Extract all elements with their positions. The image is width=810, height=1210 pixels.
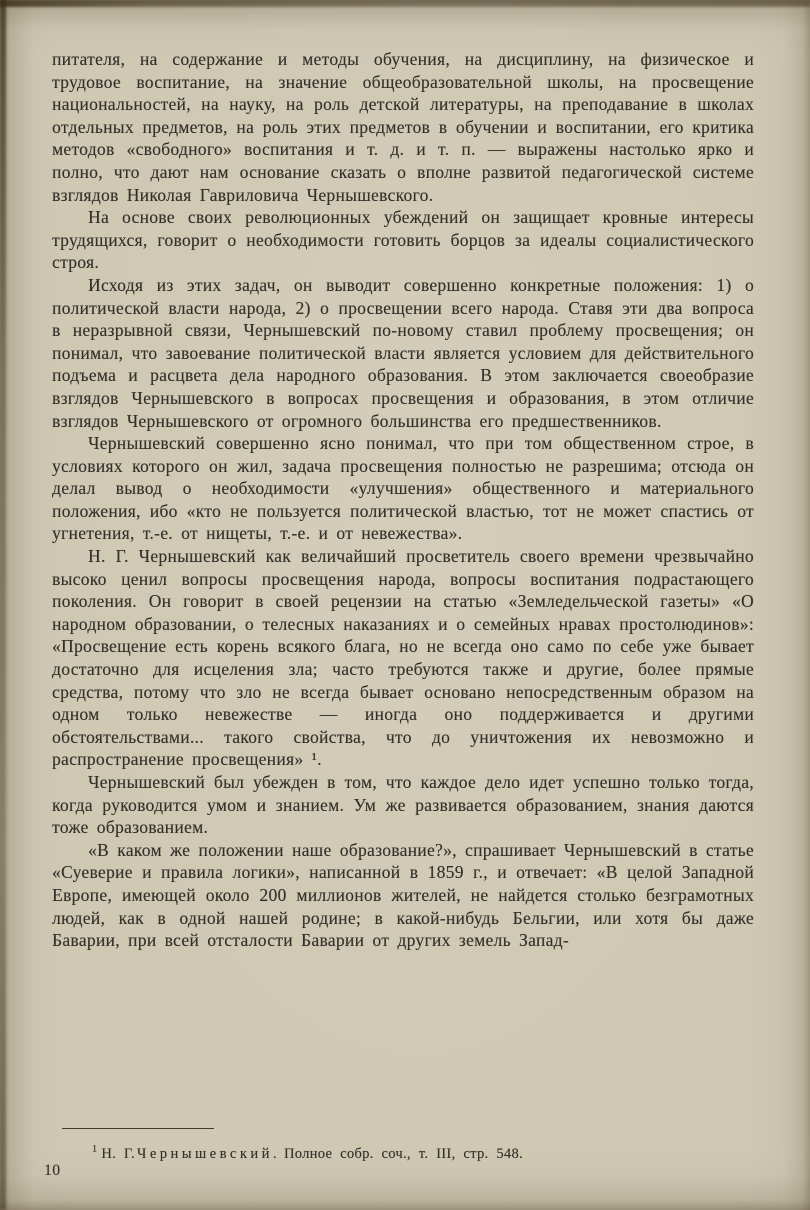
paragraph-6: Чернышевский был убежден в том, что каждое дело идет успешно только тогда, когда руководится умом и знанием. Ум же развивается образованием, знания даются тоже образованием. [52, 772, 754, 838]
footnote-author-surname: Чернышевский. [136, 1145, 281, 1162]
footnote-separator [62, 1128, 214, 1129]
paragraph-3: Исходя из этих задач, он выводит совершенно конкретные положения: 1) о политической власти народа, 2) о просвещении всего народа. Ставя эти два вопроса в неразрывной связи, Чернышевский по-новому ставил проблему просвещения; он понимал, что завоевание политической власти является условием для действительного подъема и расцвета дела народного образования. В этом заключается своеобразие взглядов Чернышевского в вопросах просвещения и образования, в этом отличие взглядов Чернышевского от огромного большинства его предшественников. [52, 274, 754, 431]
footnote [52, 1140, 754, 1164]
paragraph-1: питателя, на содержание и методы обучения, на дисциплину, на физическое и трудовое воспитание, на значение общеобразовательной школы, на просвещение национальностей, на науку, на роль детской литературы, на преподавание в школах отдельных предметов, на роль этих предметов в обучении и воспитании, его критика методов «свободного» воспитания и т. д. и т. п. — выражены настолько ярко и полно, что дают нам основание сказать о вполне развитой педагогической системе взглядов Николая Гавриловича Чернышевского. [52, 49, 754, 205]
page-number: 10 [44, 1162, 61, 1179]
paragraph-7: «В каком же положении наше образование?», спрашивает Чернышевский в статье «Суеверие и правила логики», написанной в 1859 г., и отвечает: «В целой Западной Европе, имеющей около 200 миллионов жителей, не найдется столько безграмотных людей, как в одной нашей родине; в какой-нибудь Бельгии, или хотя бы даже Баварии, при всей отсталости Баварии от других земель Запад- [52, 839, 754, 951]
footnote-author-initials: Н. Г. [101, 1145, 135, 1162]
paragraph-5: Н. Г. Чернышевский как величайший просветитель своего времени чрезвычайно высоко ценил вопросы просвещения народа, вопросы воспитания подрастающего поколения. Он говорит в своей рецензии на статью «Земледельческой газеты» «О народном образовании, о телесных наказаниях и о семейных нравах простолюдинов»: «Просвещение есть корень всякого блага, но не всегда оно само по себе уже бывает достаточно для исцеления зла; часто требуются также и другие, более прямые средства, потому что зло не всегда бывает основано непосредственным образом на одном только невежестве — иногда оно поддерживается и другими обстоятельствами... такого свойства, что до уничтожения их невозможно и распространение просвещения» ¹. [52, 546, 754, 770]
paragraph-2: На основе своих революционных убеждений он защищает кровные интересы трудящихся, говорит о необходимости готовить борцов за идеалы социалистического строя. [52, 207, 754, 273]
footnote-marker: 1 [92, 1144, 98, 1155]
paragraph-4: Чернышевский совершенно ясно понимал, что при том общественном строе, в условиях которого он жил, задача просвещения полностью не разрешима; отсюда он делал вывод о необходимости «улучшения» общественного и материального положения, ибо «кто не пользуется политической властью, тот не может спастись от угнетения, т.-е. от нищеты, т.-е. и от невежества». [52, 433, 754, 544]
footnote-reference: Полное собр. соч., т. III, стр. 548. [284, 1145, 523, 1162]
